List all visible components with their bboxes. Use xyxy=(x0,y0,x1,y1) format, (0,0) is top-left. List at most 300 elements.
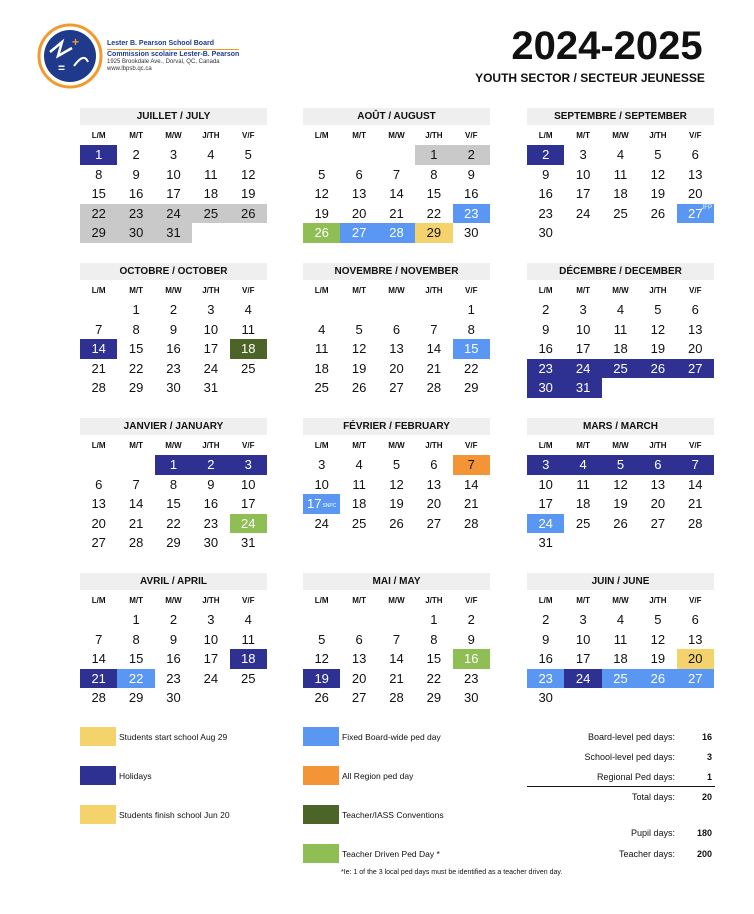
day-number: 8 xyxy=(132,321,140,337)
day-number: 5 xyxy=(244,147,252,163)
weekday-header: L/M xyxy=(91,595,106,605)
day-number: 14 xyxy=(128,496,144,512)
month-calendar xyxy=(527,108,714,243)
day-number: 13 xyxy=(650,476,666,492)
day-cell xyxy=(155,145,192,165)
day-number: 15 xyxy=(426,186,442,202)
day-number: 4 xyxy=(207,147,215,163)
day-number: 12 xyxy=(314,651,329,667)
stat-value: 1 xyxy=(706,772,712,782)
day-cell xyxy=(677,514,714,534)
board-website[interactable]: www.lbpsb.qc.ca xyxy=(107,66,152,72)
day-number: 25 xyxy=(613,670,628,686)
weekday-header: V/F xyxy=(689,440,702,450)
day-cell xyxy=(453,688,490,708)
day-cell xyxy=(378,475,415,495)
day-cell xyxy=(340,320,377,340)
day-cell xyxy=(527,514,564,534)
empty-cell xyxy=(453,533,490,553)
day-number: 4 xyxy=(616,147,625,163)
day-number: 15 xyxy=(91,186,106,202)
empty-cell xyxy=(602,223,639,243)
month-calendar xyxy=(303,418,490,553)
day-number: 16 xyxy=(538,186,553,202)
weekday-header-row xyxy=(303,435,490,455)
weekday-header: M/T xyxy=(576,440,590,450)
day-number: 10 xyxy=(575,631,591,647)
day-number: 13 xyxy=(389,341,404,357)
day-cell xyxy=(527,339,564,359)
day-number: 21 xyxy=(426,360,442,376)
day-cell xyxy=(527,494,564,514)
day-cell xyxy=(527,610,564,630)
day-cell xyxy=(230,533,267,553)
day-number: 23 xyxy=(464,670,479,686)
legend-swatch xyxy=(303,805,339,824)
day-number: 24 xyxy=(314,515,329,531)
day-cell xyxy=(230,320,267,340)
day-number: 4 xyxy=(244,302,252,318)
weekday-header: V/F xyxy=(689,595,702,605)
day-cell xyxy=(117,165,154,185)
day-cell xyxy=(415,145,452,165)
day-cell xyxy=(378,669,415,689)
day-number: 20 xyxy=(688,341,703,357)
month-title: MAI / MAY xyxy=(303,573,490,590)
day-cell xyxy=(564,610,601,630)
weekday-header: L/M xyxy=(91,130,106,140)
day-cell xyxy=(564,649,601,669)
day-number: 19 xyxy=(314,670,329,686)
day-cell xyxy=(527,669,564,689)
weekday-header: J/TH xyxy=(425,440,443,450)
day-number: 9 xyxy=(169,631,178,647)
day-number: 30 xyxy=(166,380,181,396)
weekday-header-row xyxy=(303,280,490,300)
legend-item xyxy=(80,805,230,824)
day-cell xyxy=(527,455,564,475)
board-info xyxy=(107,40,239,73)
board-name-fr: Commission scolaire Lester-B. Pearson xyxy=(107,50,240,58)
day-number: 22 xyxy=(91,205,106,221)
day-number: 6 xyxy=(430,457,438,473)
day-cell xyxy=(415,455,452,475)
day-cell xyxy=(415,165,452,185)
empty-cell xyxy=(192,688,229,708)
empty-cell xyxy=(677,533,714,553)
day-number: 4 xyxy=(318,321,326,337)
day-cell xyxy=(303,223,340,243)
day-cell xyxy=(155,649,192,669)
day-cell xyxy=(527,300,564,320)
day-grid xyxy=(527,610,714,708)
day-number: 9 xyxy=(542,631,550,647)
day-cell xyxy=(230,649,267,669)
day-cell xyxy=(80,204,117,224)
day-number: 21 xyxy=(91,360,106,376)
day-cell xyxy=(602,494,639,514)
day-cell xyxy=(453,630,490,650)
stat-label: School-level ped days: xyxy=(584,752,675,762)
day-number: 25 xyxy=(241,360,256,376)
day-number: 24 xyxy=(203,670,219,686)
empty-cell xyxy=(303,533,340,553)
calendar-year-title: 2024-2025 xyxy=(511,24,703,68)
day-number: 25 xyxy=(575,515,591,531)
day-cell xyxy=(230,610,267,630)
month-calendar xyxy=(303,263,490,398)
day-number: 27 xyxy=(688,360,703,376)
day-cell xyxy=(230,630,267,650)
day-number: 17 xyxy=(203,341,219,357)
day-cell xyxy=(117,494,154,514)
day-number: 19 xyxy=(650,651,666,667)
stat-label: Board-level ped days: xyxy=(587,732,675,742)
day-cell xyxy=(230,300,267,320)
day-cell xyxy=(117,649,154,669)
day-number: 3 xyxy=(579,612,587,628)
day-cell xyxy=(340,630,377,650)
empty-cell xyxy=(639,223,676,243)
day-number: 7 xyxy=(95,631,103,647)
day-cell xyxy=(340,359,377,379)
day-cell xyxy=(303,359,340,379)
day-number: 9 xyxy=(169,321,178,337)
day-cell xyxy=(80,669,117,689)
day-number: 2 xyxy=(542,302,550,318)
day-cell xyxy=(192,514,229,534)
day-number: 23 xyxy=(538,670,553,686)
day-cell xyxy=(639,494,676,514)
day-number: 8 xyxy=(132,631,140,647)
day-number: 10 xyxy=(203,631,219,647)
day-cell xyxy=(192,184,229,204)
weekday-header: M/W xyxy=(612,130,629,140)
day-cell xyxy=(155,300,192,320)
day-cell xyxy=(602,184,639,204)
weekday-header: M/T xyxy=(352,130,366,140)
month-title: NOVEMBRE / NOVEMBER xyxy=(303,263,490,280)
day-number: 5 xyxy=(318,631,326,647)
day-cell xyxy=(602,300,639,320)
day-number: 15 xyxy=(166,496,181,512)
day-cell xyxy=(303,669,340,689)
stat-value: 3 xyxy=(706,752,712,762)
day-number: 4 xyxy=(579,457,587,473)
day-number: 13 xyxy=(351,651,367,667)
legend-swatch xyxy=(303,766,339,785)
day-cell xyxy=(230,184,267,204)
day-cell xyxy=(378,339,415,359)
empty-cell xyxy=(639,378,676,398)
day-cell xyxy=(230,165,267,185)
day-cell xyxy=(117,339,154,359)
legend-label: Students finish school Jun 20 xyxy=(119,809,230,820)
day-cell xyxy=(453,165,490,185)
month-calendar xyxy=(527,263,714,398)
day-number: 26 xyxy=(650,360,666,376)
day-number: 1 xyxy=(169,457,178,473)
weekday-header: M/T xyxy=(129,440,143,450)
day-number: 10 xyxy=(241,476,256,492)
weekday-header: M/W xyxy=(612,595,629,605)
day-number: 13 xyxy=(91,496,106,512)
day-cell xyxy=(340,494,377,514)
day-number: 18 xyxy=(351,496,367,512)
day-cell xyxy=(527,223,564,243)
day-cell xyxy=(340,455,377,475)
day-number: 1 xyxy=(95,147,103,163)
day-cell xyxy=(303,688,340,708)
day-number: 20 xyxy=(426,496,442,512)
day-number: 22 xyxy=(128,360,144,376)
day-cell xyxy=(340,688,377,708)
day-cell xyxy=(453,514,490,534)
stat-value: 16 xyxy=(701,732,712,742)
day-cell xyxy=(527,475,564,495)
day-cell xyxy=(192,649,229,669)
day-cell xyxy=(378,688,415,708)
day-cell xyxy=(303,455,340,475)
weekday-header: V/F xyxy=(465,130,478,140)
day-number: 28 xyxy=(464,515,479,531)
day-number: 30 xyxy=(464,690,479,706)
day-number: 11 xyxy=(314,341,329,357)
empty-cell xyxy=(378,145,415,165)
day-cell xyxy=(117,184,154,204)
month-calendar xyxy=(303,573,490,708)
day-number: 5 xyxy=(616,457,625,473)
day-number: 9 xyxy=(207,476,215,492)
footnote: *Ie: 1 of the 3 local ped days must be identified as a teacher driven day. xyxy=(341,869,563,876)
day-cell xyxy=(453,475,490,495)
day-cell xyxy=(602,165,639,185)
day-cell xyxy=(415,223,452,243)
day-cell xyxy=(80,184,117,204)
day-number: 29 xyxy=(128,380,144,396)
day-grid xyxy=(527,300,714,398)
day-cell xyxy=(639,475,676,495)
day-number: 19 xyxy=(314,205,329,221)
day-number: 1 xyxy=(132,612,140,628)
day-cell xyxy=(340,475,377,495)
weekday-header-row xyxy=(80,435,267,455)
day-cell xyxy=(378,514,415,534)
day-number: 3 xyxy=(579,147,587,163)
day-cell xyxy=(527,378,564,398)
legend-item xyxy=(303,727,441,746)
day-number: 19 xyxy=(389,496,404,512)
day-cell xyxy=(155,359,192,379)
day-annotation: JFP xyxy=(701,204,712,211)
empty-cell xyxy=(230,378,267,398)
weekday-header: L/M xyxy=(538,595,553,605)
day-number: 7 xyxy=(132,476,140,492)
day-number: 16 xyxy=(464,651,479,667)
day-cell xyxy=(602,669,639,689)
day-number: 3 xyxy=(244,457,252,473)
empty-cell xyxy=(564,533,601,553)
day-number: 23 xyxy=(166,670,181,686)
day-cell xyxy=(80,494,117,514)
day-number: 14 xyxy=(464,476,479,492)
empty-cell xyxy=(378,533,415,553)
day-number: 24 xyxy=(203,360,219,376)
day-cell xyxy=(677,339,714,359)
empty-cell xyxy=(303,145,340,165)
day-cell xyxy=(639,514,676,534)
day-cell xyxy=(192,359,229,379)
day-cell xyxy=(453,669,490,689)
day-number: 27 xyxy=(650,515,666,531)
day-cell xyxy=(564,339,601,359)
day-number: 1 xyxy=(132,302,140,318)
day-cell xyxy=(527,359,564,379)
day-number: 12 xyxy=(314,186,329,202)
day-cell xyxy=(230,669,267,689)
day-number: 2 xyxy=(467,147,475,163)
legend-swatch xyxy=(80,727,116,746)
day-cell xyxy=(602,455,639,475)
day-cell xyxy=(415,339,452,359)
day-number: 11 xyxy=(613,321,628,337)
day-number: 30 xyxy=(166,690,181,706)
day-cell xyxy=(303,378,340,398)
day-number: 25 xyxy=(314,380,329,396)
day-cell xyxy=(155,494,192,514)
day-cell xyxy=(230,494,267,514)
day-number: 7 xyxy=(430,321,438,337)
day-number: 3 xyxy=(318,457,326,473)
weekday-header: M/T xyxy=(352,595,366,605)
day-cell xyxy=(80,649,117,669)
day-cell xyxy=(378,223,415,243)
weekday-header: M/T xyxy=(352,285,366,295)
weekday-header: M/T xyxy=(576,595,590,605)
day-number: 21 xyxy=(464,496,479,512)
day-cell xyxy=(230,145,267,165)
day-cell xyxy=(602,204,639,224)
day-grid xyxy=(527,145,714,243)
month-calendar xyxy=(80,263,267,398)
day-cell xyxy=(415,688,452,708)
legend-label: Students start school Aug 29 xyxy=(119,731,228,742)
day-number: 20 xyxy=(91,515,106,531)
day-number: 7 xyxy=(392,166,401,182)
day-number: 6 xyxy=(355,631,363,647)
empty-cell xyxy=(415,533,452,553)
month-calendar xyxy=(80,108,267,243)
month-title: AOÛT / AUGUST xyxy=(303,108,490,125)
day-cell xyxy=(677,630,714,650)
day-number: 12 xyxy=(389,476,404,492)
day-number: 10 xyxy=(314,476,329,492)
day-number: 22 xyxy=(128,670,144,686)
day-number: 2 xyxy=(207,457,215,473)
day-number: 9 xyxy=(542,166,550,182)
day-cell xyxy=(192,204,229,224)
month-calendar xyxy=(527,418,714,553)
day-cell xyxy=(303,320,340,340)
day-number: 15 xyxy=(128,651,144,667)
day-number: 1 xyxy=(430,147,438,163)
weekday-header: M/T xyxy=(576,285,590,295)
empty-cell xyxy=(677,223,714,243)
day-cell xyxy=(155,688,192,708)
day-number: 17 xyxy=(575,651,591,667)
day-number: 17 xyxy=(241,496,256,512)
day-number: 13 xyxy=(688,631,703,647)
day-cell xyxy=(80,339,117,359)
day-cell xyxy=(677,320,714,340)
weekday-header: L/M xyxy=(91,285,106,295)
day-cell xyxy=(677,475,714,495)
day-cell xyxy=(527,145,564,165)
day-cell xyxy=(303,204,340,224)
day-number: 10 xyxy=(575,166,591,182)
day-cell xyxy=(415,669,452,689)
day-number: 31 xyxy=(575,380,591,396)
empty-cell xyxy=(602,378,639,398)
day-number: 4 xyxy=(616,612,625,628)
month-title: JUILLET / JULY xyxy=(80,108,267,125)
day-number: 26 xyxy=(650,205,666,221)
day-cell xyxy=(415,320,452,340)
day-number: 22 xyxy=(166,515,181,531)
month-title: MARS / MARCH xyxy=(527,418,714,435)
day-number: 5 xyxy=(355,321,363,337)
day-cell xyxy=(340,514,377,534)
month-title: JUIN / JUNE xyxy=(527,573,714,590)
day-cell xyxy=(639,359,676,379)
day-number: 17 xyxy=(203,651,219,667)
day-cell xyxy=(639,610,676,630)
day-number: 20 xyxy=(389,360,404,376)
day-cell xyxy=(80,359,117,379)
day-number: 4 xyxy=(616,302,625,318)
day-cell xyxy=(117,204,154,224)
day-number: 25 xyxy=(241,670,256,686)
day-number: 6 xyxy=(355,166,363,182)
day-number: 25 xyxy=(203,205,219,221)
day-cell xyxy=(639,455,676,475)
day-cell xyxy=(192,300,229,320)
day-cell xyxy=(453,300,490,320)
day-number: 26 xyxy=(389,515,404,531)
day-number: 6 xyxy=(691,612,699,628)
weekday-header: V/F xyxy=(242,130,255,140)
weekday-header: M/T xyxy=(129,285,143,295)
empty-cell xyxy=(639,533,676,553)
day-number: 10 xyxy=(575,321,591,337)
day-number: 28 xyxy=(128,535,144,551)
day-cell xyxy=(415,378,452,398)
day-number: 27 xyxy=(426,515,442,531)
day-cell xyxy=(117,533,154,553)
weekday-header: M/T xyxy=(129,595,143,605)
legend-swatch xyxy=(80,805,116,824)
day-number: 19 xyxy=(241,186,256,202)
day-cell xyxy=(677,204,714,224)
day-number: 11 xyxy=(241,631,255,647)
day-cell xyxy=(453,494,490,514)
day-number: 18 xyxy=(613,651,628,667)
day-number: 10 xyxy=(166,166,181,182)
day-cell xyxy=(192,339,229,359)
month-calendar xyxy=(80,418,267,553)
day-number: 6 xyxy=(691,147,699,163)
day-cell xyxy=(192,669,229,689)
